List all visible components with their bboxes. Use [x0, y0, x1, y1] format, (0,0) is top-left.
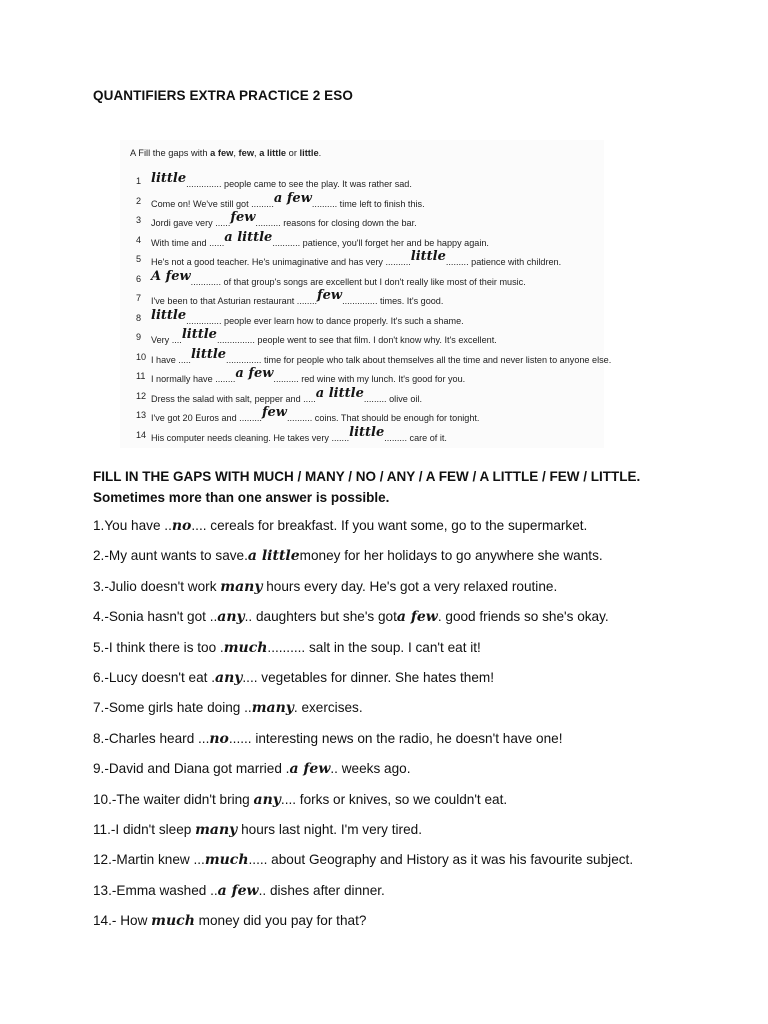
item-number: 14 — [136, 429, 147, 440]
exercise-a-item — [120, 192, 604, 210]
answer-dots: .......... — [287, 413, 313, 423]
item-sentence — [151, 327, 497, 347]
sentence-end: people went to see that film. I don't know why. It's excellent. — [254, 335, 497, 345]
exercise-b-item — [93, 728, 562, 750]
item-number: 7 — [136, 293, 142, 303]
item-number: 3 — [136, 215, 142, 225]
item-number: 8 — [136, 312, 142, 323]
exercise-b-item — [93, 606, 609, 628]
answer-dots: ......... — [384, 432, 407, 443]
handwritten-answer: a few — [273, 190, 312, 206]
sentence-start: He's not a good teacher. He's unimaginative and has very .......... — [151, 257, 411, 267]
sentence-end: .. dishes after dinner. — [258, 882, 385, 898]
exercise-a-item — [120, 211, 604, 229]
item-sentence — [151, 288, 444, 308]
answer-dots: .......... — [273, 374, 299, 384]
handwritten-answer: few — [317, 288, 343, 303]
item-number: 13 — [136, 410, 147, 420]
handwritten-answer: a few — [289, 761, 331, 778]
heading-part: a little — [259, 148, 287, 158]
exercise-a-item — [120, 426, 604, 444]
exercise-b-item — [93, 849, 633, 871]
exercise-a-heading — [130, 148, 321, 158]
handwritten-answer: little — [151, 171, 187, 186]
handwritten-answer: no — [171, 518, 192, 534]
item-number: 12 — [136, 390, 147, 401]
item-sentence — [151, 229, 489, 250]
handwritten-answer: much — [204, 852, 249, 869]
handwritten-answer: little — [349, 424, 385, 440]
handwritten-answer: a little — [315, 385, 364, 401]
exercise-b-item — [93, 819, 422, 841]
sentence-start: His computer needs cleaning. He takes very ....... — [151, 432, 350, 443]
handwritten-answer: any — [217, 609, 245, 626]
sentence-start: 13.-Emma washed .. — [93, 882, 218, 898]
exercise-b-note: Sometimes more than one answer is possible. — [93, 490, 390, 505]
exercise-b-item — [93, 515, 587, 537]
sentence-end: .... vegetables for dinner. She hates them! — [242, 670, 495, 685]
sentence-start: 6.-Lucy doesn't eat . — [93, 670, 215, 685]
handwritten-answer: much — [151, 913, 195, 930]
sentence-start: 3.-Julio doesn't work — [93, 578, 221, 594]
sentence-start: 1.You have .. — [93, 518, 172, 533]
exercise-a-item — [120, 231, 604, 249]
sentence-end: people came to see the play. It was rather sad. — [221, 179, 412, 189]
sentence-end: red wine with my lunch. It's good for you. — [298, 374, 466, 384]
sentence-start: 2.-My aunt wants to save. — [93, 548, 248, 564]
sentence-end: money for her holidays to go anywhere she wants. — [299, 548, 603, 564]
handwritten-answer: little — [181, 327, 217, 342]
sentence-end: hours every day. He's got a very relaxed routine. — [262, 578, 558, 594]
item-number: 11 — [136, 371, 146, 381]
heading-part: A Fill the gaps with — [130, 148, 211, 158]
handwritten-answer: a few — [217, 882, 259, 899]
handwritten-answer: a few — [235, 366, 274, 381]
handwritten-answer: little — [190, 346, 227, 362]
handwritten-answer: little — [410, 249, 446, 264]
sentence-end: of that group's songs are excellent but I don't really like most of their music. — [221, 276, 526, 287]
sentence-end: . good friends so she's okay. — [437, 609, 609, 625]
sentence-start: Come on! We've still got ......... — [151, 198, 274, 209]
answer-dots: ........... — [272, 237, 301, 248]
handwritten-answer: any — [215, 670, 243, 686]
handwritten-answer: little — [151, 307, 187, 323]
exercise-b-item — [93, 637, 481, 659]
sentence-end: patience with children. — [468, 257, 562, 267]
handwritten-answer: a little — [247, 548, 300, 565]
exercise-a-item — [120, 406, 604, 424]
handwritten-answer: many — [195, 822, 238, 838]
sentence-end: coins. That should be enough for tonight. — [312, 413, 480, 423]
handwritten-answer: many — [251, 700, 294, 717]
sentence-end: reasons for closing down the bar. — [280, 218, 417, 228]
exercise-b-item — [93, 667, 494, 689]
sentence-start: 11.-I didn't sleep — [93, 822, 196, 837]
item-sentence — [151, 210, 417, 230]
item-sentence — [151, 405, 480, 425]
item-sentence — [151, 268, 526, 289]
answer-dots: ............ — [190, 276, 221, 287]
sentence-end: .......... salt in the soup. I can't eat it! — [267, 639, 481, 655]
exercise-b-heading — [93, 466, 693, 508]
item-sentence — [151, 385, 422, 406]
heading-part: . — [318, 148, 322, 158]
sentence-start: Dress the salad with salt, pepper and ..... — [151, 393, 316, 404]
sentence-end: ..... about Geography and History as it was his favourite subject. — [248, 852, 634, 868]
sentence-end: people ever learn how to dance properly. It's such a shame. — [221, 315, 464, 326]
sentence-start: 12.-Martin knew ... — [93, 852, 205, 868]
heading-part: little — [299, 148, 319, 158]
item-sentence — [151, 366, 466, 386]
sentence-end: .. weeks ago. — [330, 761, 411, 777]
handwritten-answer: any — [253, 791, 281, 808]
item-sentence — [151, 424, 447, 445]
handwritten-answer: no — [209, 730, 229, 747]
sentence-end: .... cereals for breakfast. If you want some, go to the supermarket. — [191, 518, 588, 533]
handwritten-answer: few — [261, 405, 287, 420]
sentence-start: Very .... — [151, 335, 182, 345]
item-number: 4 — [136, 234, 142, 245]
exercise-b-item — [93, 545, 603, 567]
handwritten-answer: few — [230, 210, 256, 225]
sentence-end: olive oil. — [386, 393, 422, 404]
sentence-start: I've been to that Asturian restaurant ........ — [151, 296, 318, 306]
sentence-start: 5.-I think there is too . — [93, 639, 224, 655]
exercise-b-instructions: FILL IN THE GAPS WITH MUCH / MANY / NO / ANY / A FEW / A LITTLE / FEW / LITTLE. — [93, 469, 641, 484]
heading-part: a few — [210, 148, 234, 158]
exercise-b-item — [93, 758, 411, 780]
answer-dots: .............. — [186, 179, 222, 189]
exercise-b-item — [93, 789, 507, 811]
exercise-a-item — [120, 387, 604, 405]
answer-dots: .......... — [255, 218, 281, 228]
heading-part: or — [286, 148, 300, 158]
exercise-b-item — [93, 576, 557, 598]
sentence-end: hours last night. I'm very tired. — [237, 822, 422, 837]
sentence-end: ...... interesting news on the radio, he doesn't have one! — [228, 730, 563, 746]
exercise-b-item — [93, 910, 366, 932]
sentence-start: I have ..... — [151, 354, 191, 365]
exercise-b-item — [93, 880, 385, 902]
sentence-start: 10.-The waiter didn't bring — [93, 791, 254, 807]
handwritten-answer: many — [220, 578, 263, 595]
heading-part: , — [254, 148, 260, 158]
sentence-start: 14.- How — [93, 913, 152, 929]
handwritten-answer: a little — [224, 229, 273, 245]
exercise-b-item — [93, 697, 363, 719]
item-number: 5 — [136, 254, 142, 264]
sentence-end: time for people who talk about themselves all the time and never listen to anyone else. — [261, 354, 612, 365]
item-sentence — [151, 346, 612, 367]
item-sentence — [151, 249, 562, 269]
answer-dots: .............. — [226, 354, 262, 365]
sentence-start: 7.-Some girls hate doing .. — [93, 700, 252, 716]
exercise-a-item — [120, 309, 604, 327]
sentence-start: 4.-Sonia hasn't got .. — [93, 609, 218, 625]
item-sentence — [151, 190, 425, 211]
sentence-start: With time and ...... — [151, 237, 225, 248]
answer-dots: ......... — [363, 393, 387, 404]
exercise-a-item — [120, 172, 604, 190]
handwritten-answer: A few — [151, 268, 191, 284]
sentence-start: 8.-Charles heard ... — [93, 730, 210, 746]
sentence-end: money did you pay for that? — [194, 913, 367, 929]
answer-dots: ............... — [216, 335, 255, 345]
answer-dots: .............. — [186, 315, 222, 326]
document-title: QUANTIFIERS EXTRA PRACTICE 2 ESO — [93, 88, 353, 103]
heading-part: few — [238, 148, 255, 158]
sentence-start: Jordi gave very ...... — [151, 218, 231, 228]
heading-part: , — [233, 148, 239, 158]
sentence-end: patience, you'll forget her and be happy again. — [300, 237, 489, 248]
item-sentence — [151, 307, 464, 328]
sentence-start: I normally have ........ — [151, 374, 236, 384]
exercise-a-item — [120, 328, 604, 346]
item-sentence — [151, 171, 412, 191]
exercise-a-item — [120, 250, 604, 268]
exercise-a-item — [120, 346, 612, 366]
item-number: 9 — [136, 332, 142, 342]
sentence-end: .... forks or knives, so we couldn't eat. — [280, 791, 508, 807]
item-number: 10 — [136, 351, 147, 362]
answer-dots: .......... — [311, 198, 338, 209]
sentence-end: care of it. — [407, 432, 447, 443]
exercise-a-scan — [120, 140, 612, 448]
exercise-a-item — [120, 367, 604, 385]
sentence-start: 9.-David and Diana got married . — [93, 761, 290, 777]
sentence-end: times. It's good. — [377, 296, 444, 306]
answer-dots: .............. — [342, 296, 378, 306]
exercise-a-item — [120, 289, 604, 307]
sentence-end: .. daughters but she's got — [244, 609, 397, 625]
sentence-start: I've got 20 Euros and ......... — [151, 413, 262, 423]
handwritten-answer: a few — [396, 609, 438, 626]
item-number: 6 — [136, 273, 142, 284]
sentence-end: . exercises. — [293, 700, 363, 716]
handwritten-answer: much — [223, 639, 268, 656]
answer-dots: ......... — [445, 257, 469, 267]
sentence-end: time left to finish this. — [337, 198, 425, 209]
item-number: 2 — [136, 195, 142, 206]
item-number: 1 — [136, 176, 142, 186]
exercise-a-item — [120, 270, 604, 288]
